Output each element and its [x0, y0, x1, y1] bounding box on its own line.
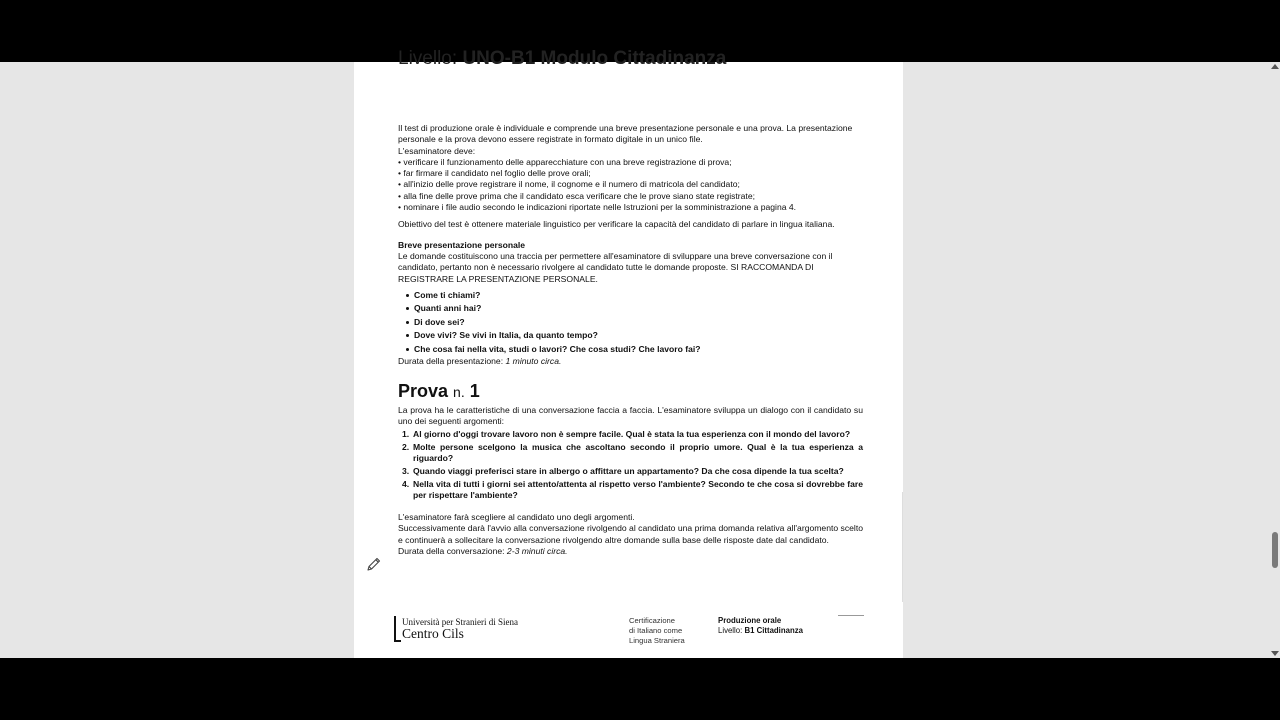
presentation-heading: Breve presentazione personale [398, 239, 526, 250]
footer-level-label: Livello: [718, 626, 743, 635]
scroll-up-icon[interactable] [1271, 64, 1279, 69]
list-item: Come ti chiami? [414, 289, 863, 303]
objective-text: Obiettivo del test è ottenere materiale linguistico per verificare la capacità del candidato di parlare in lingua italiana. [398, 219, 835, 230]
footer-level [718, 626, 803, 636]
list-item: • all'inizio delle prove registrare il nome, il cognome e il numero di matricola del candidato; [398, 179, 863, 190]
list-item: • far firmare il candidato nel foglio delle prove orali; [398, 168, 863, 179]
conversation-duration [398, 546, 863, 557]
pdf-page [354, 48, 903, 658]
list-item: • alla fine delle prove prima che il candidato esca verificare che le prove siano state registrate; [398, 191, 863, 202]
bottom-letterbox [0, 658, 1280, 720]
document-viewer[interactable] [0, 48, 1280, 658]
page-content [398, 123, 863, 557]
cert-line: di Italiano come [629, 626, 683, 635]
level-title [398, 48, 726, 70]
prova-description: La prova ha le caratteristiche di una conversazione faccia a faccia. L'esaminatore sviluppa un dialogo con il candidato su uno dei seguenti argomenti: [398, 404, 863, 426]
presentation-duration [398, 356, 863, 367]
followup-text: Successivamente darà l'avvio alla conversazione rivolgendo al candidato una prima domanda relativa all'argomento scelto e continuerà a sollecitare la conversazione rivolgendo altre domande sulla base delle risposte date dal candidato. [398, 523, 863, 545]
examiner-label: L'esaminatore deve: [398, 145, 476, 156]
pencil-icon[interactable] [366, 556, 382, 572]
intro-paragraph: Il test di produzione orale è individuale e comprende una breve presentazione personale e una prova. La presentazione personale e la prova devono essere registrate in formato digitale in un unico file. [398, 123, 853, 145]
centre-name: Centro Cils [402, 626, 464, 641]
level-prefix: Livello: [398, 48, 458, 69]
prova-heading [398, 380, 863, 403]
list-item: Che cosa fai nella vita, studi o lavori? Che cosa studi? Che lavoro fai? [414, 343, 863, 357]
prova-n-label: n. [453, 383, 465, 400]
list-item: • verificare il funzionamento delle apparecchiature con una breve registrazione di prova; [398, 157, 863, 168]
cert-line: Certificazione [629, 616, 676, 625]
prova-topics [398, 429, 863, 501]
logo-mark [394, 616, 396, 642]
page-footer [394, 612, 864, 652]
level-name: UNO-B1 Modulo Cittadinanza [462, 48, 727, 69]
list-item: Quando viaggi preferisci stare in albergo o affittare un appartamento? Da che cosa dipende la tua scelta? [413, 466, 844, 477]
scroll-down-icon[interactable] [1271, 651, 1279, 656]
presentation-questions [398, 289, 863, 357]
cert-line: Lingua Straniera [629, 636, 685, 645]
page-edge [902, 492, 903, 602]
choice-note: L'esaminatore farà scegliere al candidato uno degli argomenti. [398, 512, 635, 523]
university-name: Università per Stranieri di Siena [402, 617, 518, 627]
duration-label: Durata della presentazione: [398, 356, 504, 367]
section-title: Produzione orale [718, 616, 782, 625]
duration-label: Durata della conversazione: [398, 545, 505, 556]
list-item: • nominare i file audio secondo le indicazioni riportate nelle Istruzioni per la somministrazione a pagina 4. [398, 202, 863, 213]
examiner-duties-list [398, 157, 863, 213]
list-item: Dove vivi? Se vivi in Italia, da quanto tempo? [414, 329, 863, 343]
scrollbar-thumb[interactable] [1272, 532, 1278, 568]
footer-level-value: B1 Cittadinanza [744, 626, 803, 635]
section-info [718, 616, 803, 636]
footer-rule [838, 615, 864, 616]
list-item: Di dove sei? [414, 316, 863, 330]
certification-label [629, 616, 685, 646]
duration-value: 1 minuto circa. [505, 356, 562, 367]
list-item: Quanti anni hai? [414, 302, 863, 316]
list-item: Al giorno d'oggi trovare lavoro non è sempre facile. Qual è stata la tua esperienza con il mondo del lavoro? [413, 429, 851, 440]
presentation-description: Le domande costituiscono una traccia per permettere all'esaminatore di sviluppare una breve conversazione con il candidato, pertanto non è necessario rivolgere al candidato tutte le domande proposte. SI RACCOMANDA DI REGISTRARE LA PRESENTAZIONE PERSONALE. [398, 250, 833, 284]
vertical-scrollbar[interactable] [1270, 62, 1280, 658]
prova-word: Prova [398, 380, 449, 401]
duration-value: 2-3 minuti circa. [506, 545, 568, 556]
list-item: Nella vita di tutti i giorni sei attento/attenta al rispetto verso l'ambiente? Secondo te che cosa si dovrebbe fare per rispettare l'ambiente? [413, 478, 863, 501]
prova-number: 1 [469, 380, 480, 401]
list-item: Molte persone scelgono la musica che ascoltano secondo il proprio umore. Qual è la tua esperienza a riguardo? [413, 442, 863, 464]
